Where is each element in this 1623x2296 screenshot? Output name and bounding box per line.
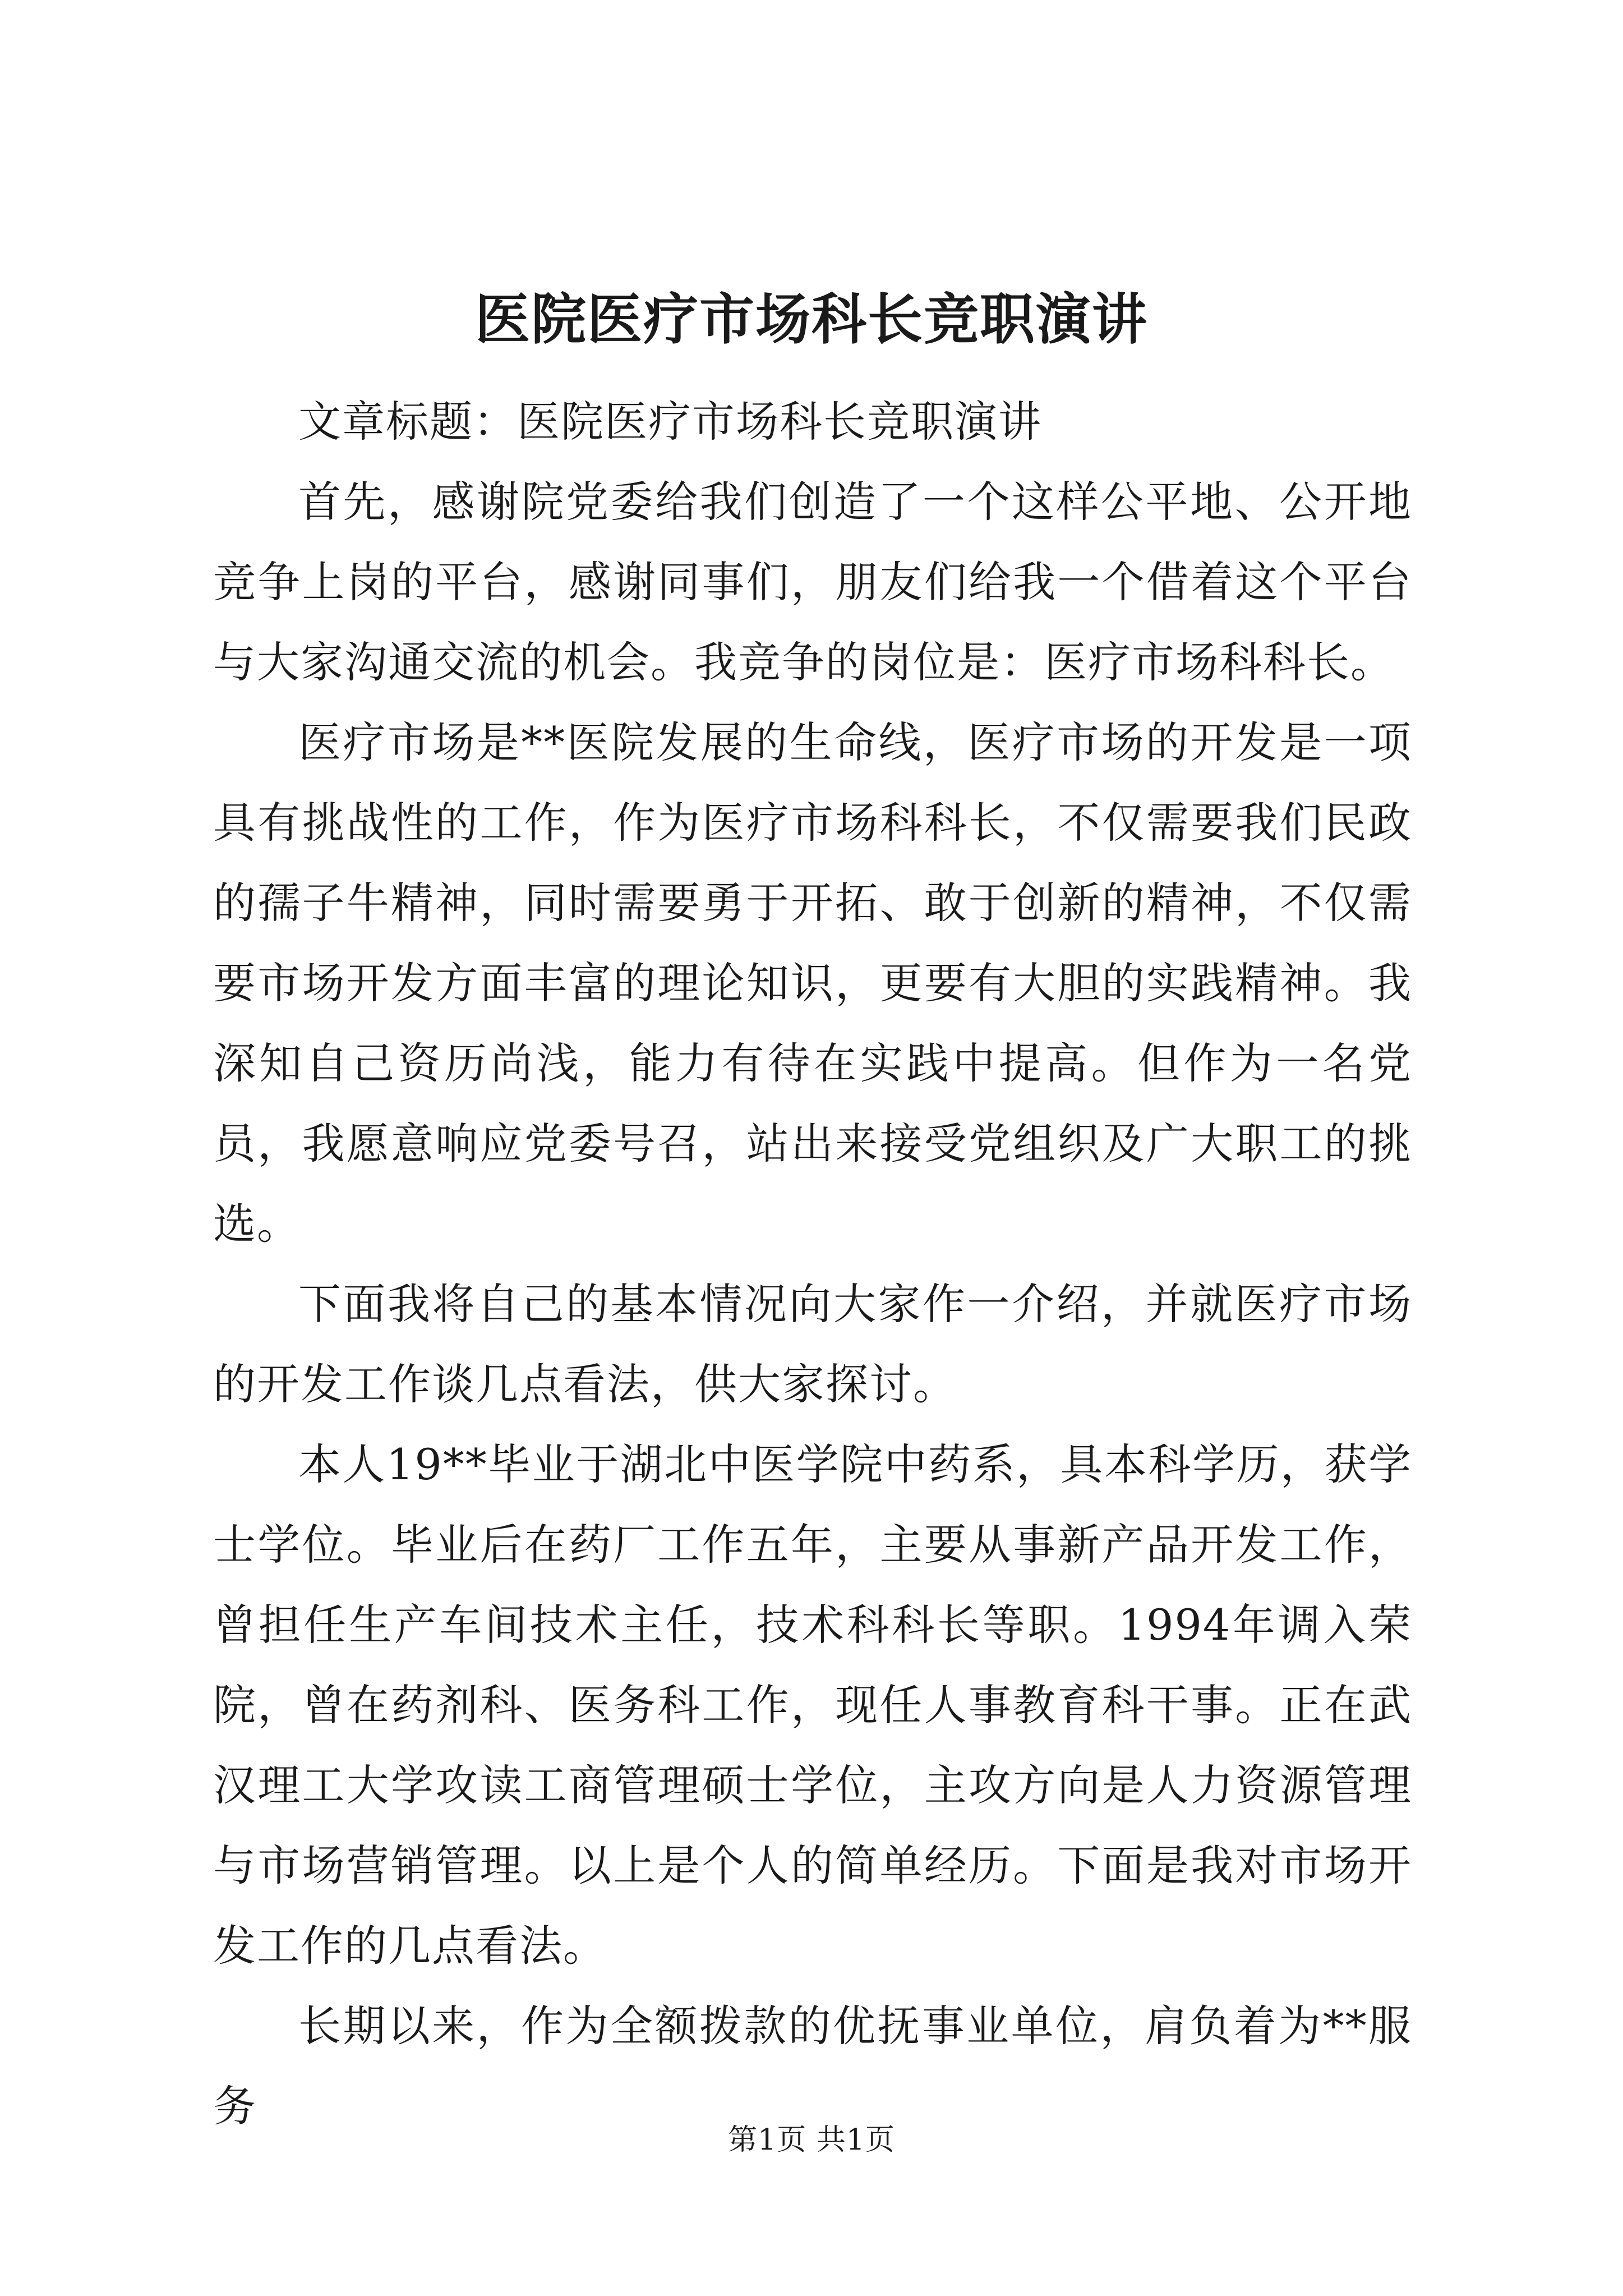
document-title: 医院医疗市场科长竞职演讲 bbox=[474, 287, 1148, 352]
paragraph-1: 首先，感谢院党委给我们创造了一个这样公平地、公开地竞争上岗的平台，感谢同事们，朋友们给我一个借着这个平台与大家沟通交流的机会。我竞争的岗位是：医疗市场科科长。 bbox=[213, 477, 1412, 687]
paragraph-5: 长期以来，作为全额拨款的优抚事业单位，肩负着为**服务 bbox=[213, 2001, 1412, 2131]
article-title-line: 文章标题：医院医疗市场科长竞职演讲 bbox=[298, 397, 1042, 447]
paragraph-4: 本人19**毕业于湖北中医学院中药系，具本科学历，获学士学位。毕业后在药厂工作五年，主要从事新产品开发工作，曾担任生产车间技术主任，技术科科长等职。1994年调入荣院，曾在药剂科、医务科工作，现任人事教育科干事。正在武汉理工大学攻读工商管理硕士学位，主攻方向是人力资源管理与市场营销管理。以上是个人的简单经历。下面是我对市场开发工作的几点看法。 bbox=[213, 1439, 1412, 1971]
page-number-footer: 第1页 共1页 bbox=[728, 2123, 895, 2157]
paragraph-3: 下面我将自己的基本情况向大家作一介绍，并就医疗市场的开发工作谈几点看法，供大家探讨。 bbox=[213, 1279, 1412, 1409]
document-body bbox=[213, 381, 1412, 2146]
paragraph-2: 医疗市场是**医院发展的生命线，医疗市场的开发是一项具有挑战性的工作，作为医疗市场科科长，不仅需要我们民政的孺子牛精神，同时需要勇于开拓、敢于创新的精神，不仅需要市场开发方面丰富的理论知识，更要有大胆的实践精神。我深知自己资历尚浅，能力有待在实践中提高。但作为一名党员，我愿意响应党委号召，站出来接受党组织及广大职工的挑选。 bbox=[213, 717, 1412, 1249]
